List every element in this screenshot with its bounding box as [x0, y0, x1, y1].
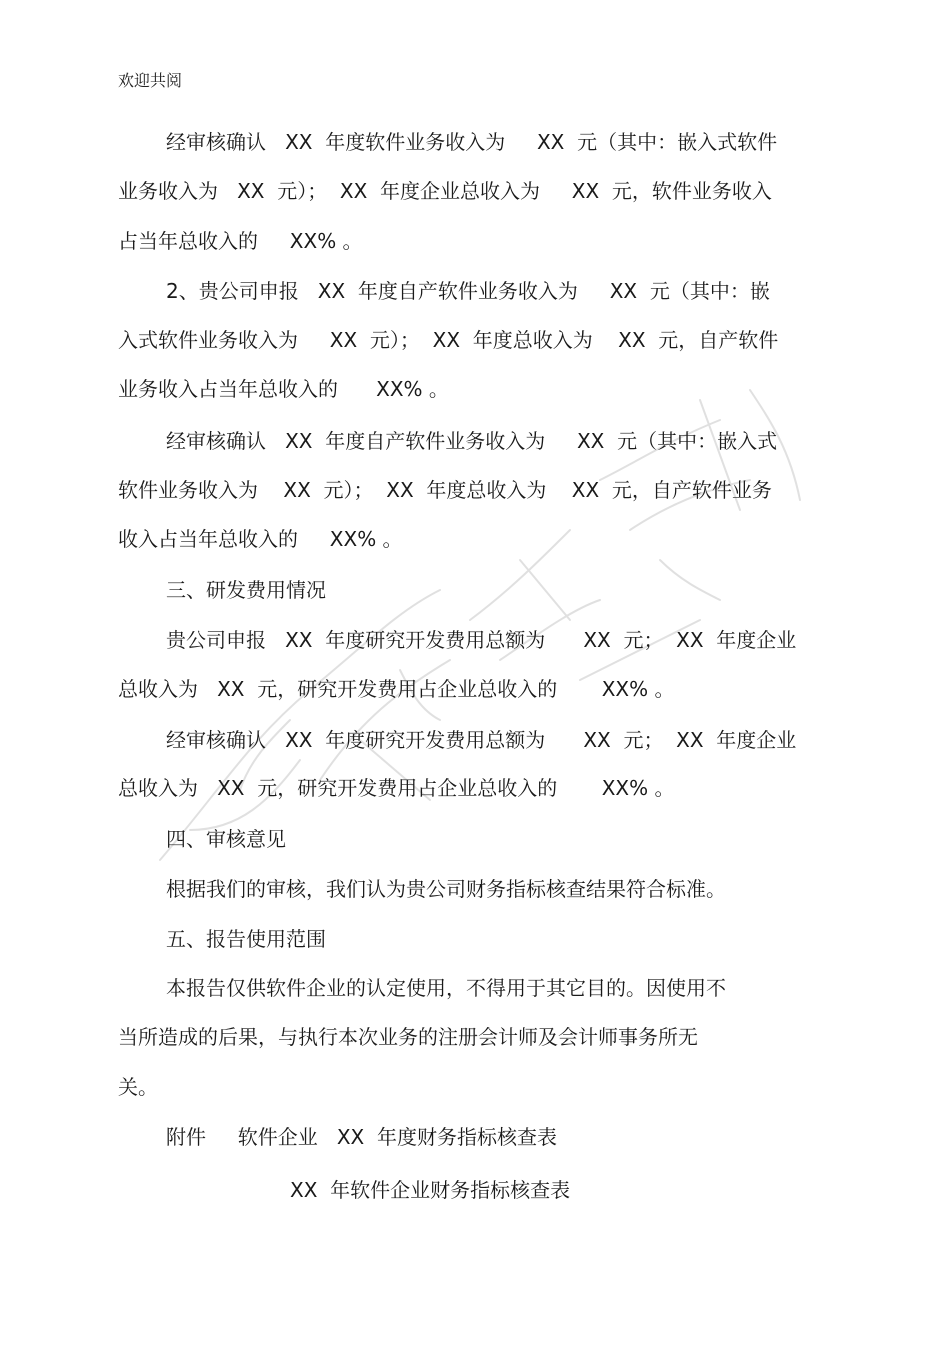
text-line: 2、贵公司申报 XX 年度自产软件业务收入为 XX 元（其中：嵌 [166, 279, 770, 303]
text-line: 占当年总收入的 XX% 。 [118, 229, 363, 253]
text-line: 经审核确认 XX 年度软件业务收入为 XX 元（其中：嵌入式软件 [166, 130, 778, 154]
table-title: XX 年软件企业财务指标核查表 [290, 1178, 571, 1202]
text-line: 贵公司申报 XX 年度研究开发费用总额为 XX 元； XX 年度企业 [166, 628, 797, 652]
text-line: 关。 [118, 1075, 158, 1099]
text-line: 经审核确认 XX 年度自产软件业务收入为 XX 元（其中：嵌入式 [166, 429, 778, 453]
attachment-line: 附件 软件企业 XX 年度财务指标核查表 [166, 1125, 557, 1149]
text-line: 总收入为 XX 元，研究开发费用占企业总收入的 XX% 。 [118, 677, 675, 701]
text-line: 入式软件业务收入为 XX 元）； XX 年度总收入为 XX 元，自产软件 [118, 328, 779, 352]
page-header: 欢迎共阅 [118, 71, 183, 90]
text-line: 业务收入占当年总收入的 XX% 。 [118, 377, 449, 401]
text-line: 经审核确认 XX 年度研究开发费用总额为 XX 元； XX 年度企业 [166, 728, 797, 752]
text-line: 根据我们的审核，我们认为贵公司财务指标核查结果符合标准。 [166, 877, 726, 901]
text-line: 总收入为 XX 元，研究开发费用占企业总收入的 XX% 。 [118, 776, 675, 800]
text-line: 本报告仅供软件企业的认定使用，不得用于其它目的。因使用不 [166, 976, 726, 1000]
text-line: 当所造成的后果，与执行本次业务的注册会计师及会计师事务所无 [118, 1025, 698, 1049]
text-line: 软件业务收入为 XX 元）； XX 年度总收入为 XX 元，自产软件业务 [118, 478, 772, 502]
text-line: 业务收入为 XX 元）； XX 年度企业总收入为 XX 元，软件业务收入 [118, 179, 772, 203]
section-heading: 四、审核意见 [166, 827, 286, 851]
text-line: 收入占当年总收入的 XX% 。 [118, 527, 403, 551]
section-heading: 三、研发费用情况 [166, 578, 326, 602]
section-heading: 五、报告使用范围 [166, 927, 326, 951]
